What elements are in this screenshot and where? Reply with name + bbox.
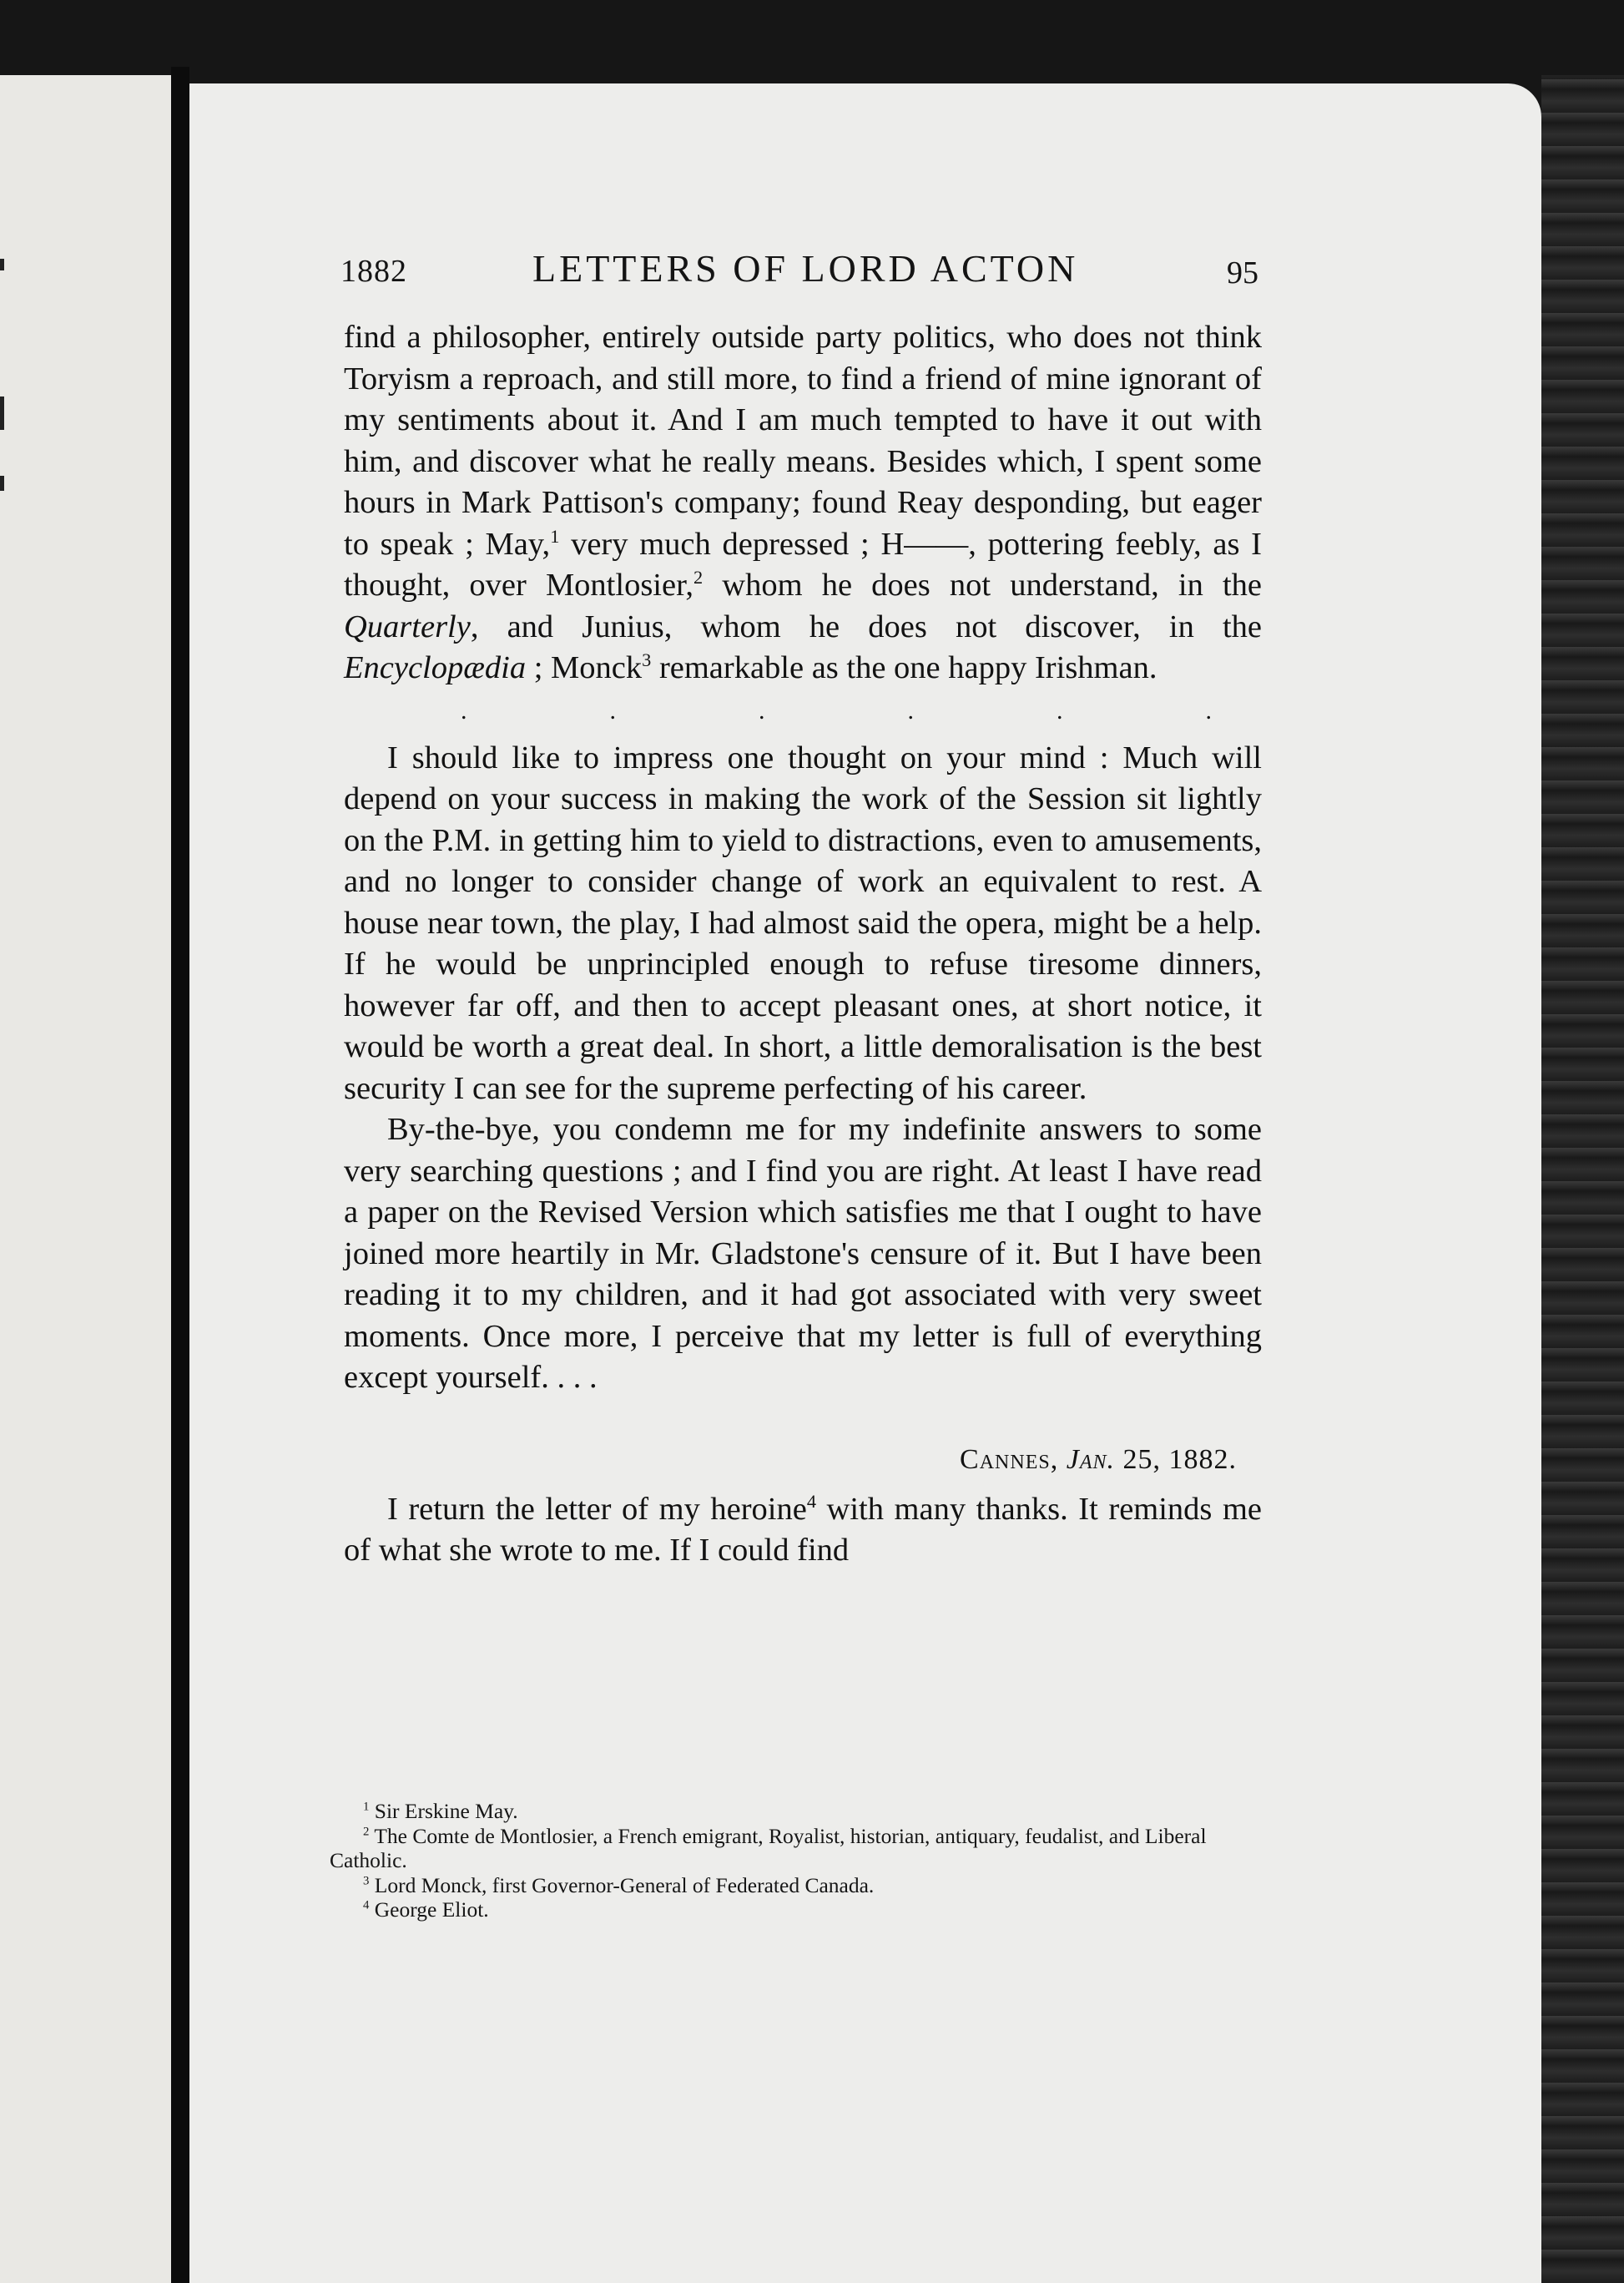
body-text bbox=[344, 317, 1262, 1572]
dateline-place: Cannes, bbox=[960, 1443, 1059, 1475]
letter-dateline bbox=[344, 1439, 1237, 1481]
footnote: $^4$ George Eliot. bbox=[363, 1897, 489, 1922]
facing-page bbox=[0, 75, 171, 2283]
footnote: $^2$ The Comte de Montlosier, a French emigrant, Royalist, historian, antiquary, feudalist, and Liberal Catholic. bbox=[330, 1823, 1207, 1872]
book-gutter bbox=[171, 67, 189, 2283]
footnote: $^3$ Lord Monck, first Governor-General of Federated Canada. bbox=[363, 1872, 875, 1897]
footnote: $^1$ Sir Erskine May. bbox=[363, 1799, 518, 1823]
letter-opening: I return the letter of my heroine$^4$ with many thanks. It reminds me of what she wrote to me. If I could find bbox=[344, 1490, 1262, 1568]
page-number: 95 bbox=[1227, 255, 1258, 290]
paragraph: I should like to impress one thought on your mind : Much will depend on your success in making the work of the Session sit lightly on the P.M. in getting him to yield to distractions, even to amusements, and no longer to consider change of work an equivalent to rest. A house near town, the play, I had almost said the opera, might be a help. If he would be unprincipled enough to refuse tiresome dinners, however far off, and then to accept pleasant ones, at short notice, it would be worth a great deal. In short, a little demoralisation is the best security I can see for the supreme perfecting of his career. bbox=[344, 740, 1262, 1106]
running-head-title: LETTERS OF LORD ACTON bbox=[532, 247, 1079, 290]
dateline-month: Jan. bbox=[1066, 1443, 1115, 1475]
footnote-ref-1: 1 bbox=[550, 525, 560, 547]
footnote-ref-2: 2 bbox=[693, 567, 704, 588]
running-head-year: 1882 bbox=[340, 254, 407, 289]
encyclopaedia-title: Encyclopædia bbox=[344, 650, 527, 685]
footnote-ref-3: 3 bbox=[642, 649, 652, 671]
paragraph: By-the-bye, you condemn me for my indefinite answers to some very searching questions ; and I find you are right. At least I have read a paper on the Revised Version which satisfies me that I ought to have joined more heartily in Mr. Gladstone's censure of it. But I have been reading it to my children, and it had got associated with very sweet moments. Once more, I perceive that my letter is full of everything except yourself. . . . bbox=[344, 1112, 1262, 1395]
running-head bbox=[340, 246, 1258, 296]
dateline-date: 25, 1882. bbox=[1122, 1443, 1237, 1475]
footnote-ref-4: 4 bbox=[806, 1490, 817, 1512]
page-edge bbox=[1541, 75, 1624, 2283]
paragraph-continued: find a philosopher, entirely outside party politics, who does not think Toryism a reproach, and still more, to find a friend of mine ignorant of my sentiments about it. And I am much tempted to have it out with him, and discover what he really means. Besides which, I spent some hours in Mark Pattison's company; found Reay desponding, but eager to speak ; May,$^1$ very much depressed ; H——, pottering feebly, as I thought, over Montlosier,$^2$ whom he does not understand, in the Quarterly, and Junius, whom he does not discover, in the Encyclopædia ; Monck$^3$ remarkable as the one happy Irishman. bbox=[344, 320, 1262, 685]
quarterly-title: Quarterly bbox=[344, 609, 471, 644]
ellipsis-divider: . . . . . . bbox=[461, 696, 1212, 725]
footnotes bbox=[330, 1799, 1256, 1922]
